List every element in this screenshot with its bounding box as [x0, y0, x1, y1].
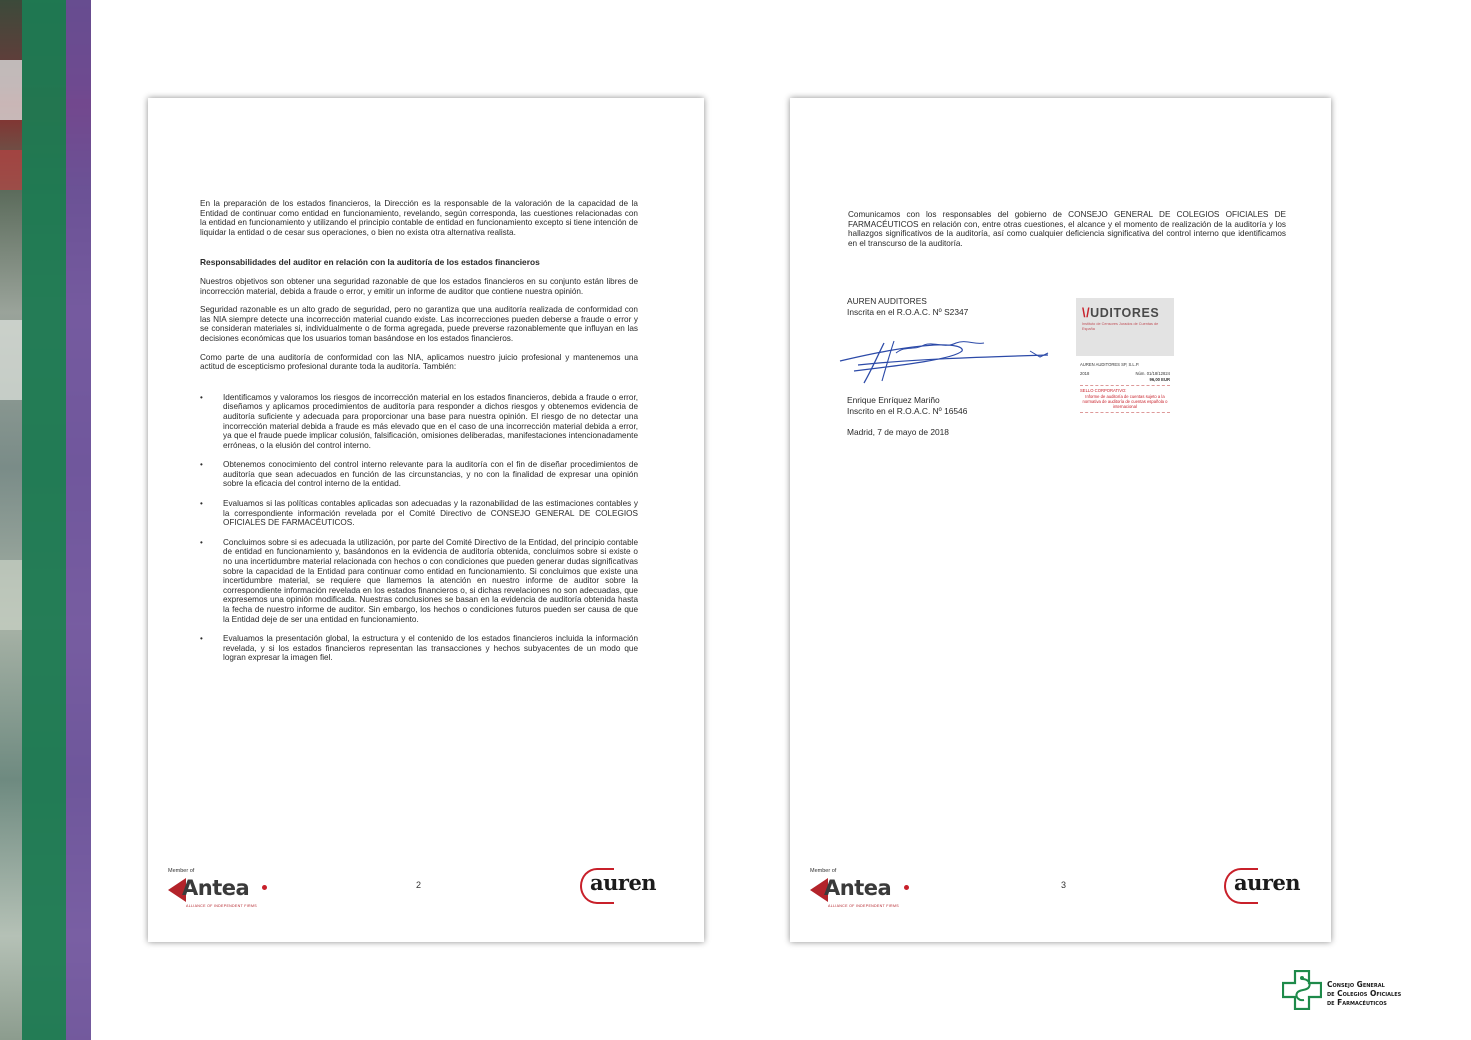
page-2-body	[200, 199, 638, 673]
list-item: • Obtenemos conocimiento del control interno relevante para la auditoría con el fin de diseñar procedimientos de auditoría que sean adecuados en función de las circunstancias, y no con la finalidad de expresar una opinión sobre la eficacia del control interno de la entidad.	[200, 460, 638, 489]
auren-logo: auren	[580, 866, 676, 906]
auren-logo: auren	[1224, 866, 1320, 906]
bullet-icon: •	[200, 537, 203, 547]
list-item: • Concluimos sobre si es adecuada la utilización, por parte del Comité Directivo de la Entidad, del principio contable de entidad en funcionamiento y, basándonos en la evidencia de auditoría obtenida, concluimos sobre si existe o no una incertidumbre material relacionada con hechos o con condiciones que pueden generar dudas significativas sobre la capacidad de la Entidad para continuar como entidad en funcionamiento. Si concluimos que existe una incertidumbre material, se requiere que llamemos la atención en nuestro informe de auditor sobre la correspondiente información revelada en los estados financieros o, si dichas revelaciones no son adecuadas, que expresemos una opinión modificada. Nuestras conclusiones se basan en la evidencia de auditoría obtenida hasta la fecha de nuestro informe de auditor. Sin embargo, los hechos o condiciones futuros pueden ser causa de que la Entidad deje de ser una entidad en funcionamiento.	[200, 537, 638, 624]
signature-icon	[834, 331, 1054, 391]
reasonable-assurance-paragraph: Seguridad razonable es un alto grado de seguridad, pero no garantiza que una auditoría realizada de conformidad con las NIA siempre detecte una incorrección material cuando existe. Las incorrecciones pueden deberse a fraude o error y se consideran materiales si, individualmente o de forma agregada, puede preverse razonablemente que influyan en las decisiones económicas que los usuarios toman basándose en los estados financieros.	[200, 305, 638, 343]
bullet-icon: •	[200, 499, 203, 509]
page-number: 2	[416, 880, 422, 890]
stamp-subtitle: Instituto de Censores Jurados de Cuentas de España	[1082, 322, 1159, 331]
document-page-2	[148, 98, 704, 942]
pharmacy-cross-icon	[1282, 970, 1322, 1010]
bullet-icon: •	[200, 634, 203, 644]
page-footer	[148, 862, 704, 942]
stamp-sello-description: Informe de auditoría de cuentas sujeto a la normativa de auditoría de cuentas española o internacional	[1080, 394, 1170, 413]
signer-name: Enrique Enríquez Mariño	[847, 395, 940, 405]
firm-roac: Inscrita en el R.O.A.C. Nº S2347	[847, 306, 969, 317]
section-heading: Responsabilidades del auditor en relación con la auditoría de los estados financieros	[200, 257, 540, 268]
objectives-paragraph: Nuestros objetivos son obtener una seguridad razonable de que los estados financieros en su conjunto están libres de incorrección material, debida a fraude o error, y emitir un informe de auditor que contiene nuestra opinión.	[200, 276, 638, 296]
stamp-title: \/UDITORES	[1082, 306, 1160, 320]
page-number: 3	[1061, 880, 1067, 890]
stamp-year: 2018	[1080, 371, 1090, 377]
professional-judgment-paragraph: Como parte de una auditoría de conformidad con las NIA, aplicamos nuestro juicio profesional y mantenemos una actitud de escepticismo profesional durante toda la auditoría. También:	[200, 352, 638, 372]
auditor-seal-stamp	[1076, 298, 1174, 448]
antea-logo: Antea ALLIANCE OF INDEPENDENT FIRMS	[810, 876, 920, 906]
signer-roac: Inscrito en el R.O.A.C. Nº 16546	[847, 405, 968, 416]
cgcof-name: Consejo General de Colegios Oficiales de Farmacéuticos	[1327, 980, 1402, 1007]
document-page-3	[790, 98, 1331, 942]
list-item: • Evaluamos si las políticas contables aplicadas son adecuadas y la razonabilidad de las estimaciones contables y la correspondiente información revelada por el Comité Directivo de CONSEJO GENERAL DE COLEGIOS OFICIALES DE FARMACÉUTICOS.	[200, 499, 638, 528]
page-footer	[790, 862, 1331, 942]
stamp-number: Núm. 01/18/12824	[1135, 371, 1170, 377]
bullet-icon: •	[200, 392, 203, 402]
antea-logo: Antea ALLIANCE OF INDEPENDENT FIRMS	[168, 876, 278, 906]
list-item: • Evaluamos la presentación global, la estructura y el contenido de los estados financieros incluida la información revelada, y si los estados financieros representan las transacciones y hechos subyacentes de un modo que logran expresar la imagen fiel.	[200, 634, 638, 663]
stamp-amount: 96,00 EUR	[1149, 376, 1170, 382]
bullet-icon: •	[200, 460, 203, 470]
going-concern-paragraph: En la preparación de los estados financieros, la Dirección es la responsable de la valoración de la capacidad de la Entidad de continuar como entidad en funcionamiento, revelando, según corresponda, las cuestiones relacionadas con la entidad en funcionamiento y utilizando el principio contable de entidad en funcionamiento excepto si tiene intención de liquidar la entidad o de cesar sus operaciones, o bien no exista otra alternativa realista.	[200, 199, 638, 237]
list-item: • Identificamos y valoramos los riesgos de incorrección material en los estados financieros, debida a fraude o error, diseñamos y aplicamos procedimientos de auditoría para responder a dichos riesgos y obtenemos evidencia de auditoría suficiente y adecuada para proporcionar una base para nuestra opinión. El riesgo de no detectar una incorrección material debida a fraude es más elevado que en el caso de una incorrección material debida a error, ya que el fraude puede implicar colusión, falsificación, omisiones deliberadas, manifestaciones intencionadamente erróneas, o la elusión del control interno.	[200, 392, 638, 450]
member-of-label: Member of	[810, 868, 837, 874]
signer-block	[847, 395, 967, 416]
stamp-sello: SELLO CORPORATIVO:	[1080, 385, 1170, 393]
member-of-label: Member of	[168, 868, 195, 874]
audit-procedures-list	[200, 393, 638, 663]
stamp-firm: AUREN AUDITORES SP, S.L.P.	[1080, 362, 1140, 367]
place-date: Madrid, 7 de mayo de 2018	[847, 427, 949, 437]
firm-name: AUREN AUDITORES	[847, 296, 927, 306]
governance-paragraph: Comunicamos con los responsables del gobierno de CONSEJO GENERAL DE COLEGIOS OFICIALES DE FARMACÉUTICOS en relación con, entre otras cuestiones, el alcance y el momento de realización de la auditoría y los hallazgos significativos de la auditoría, así como cualquier deficiencia significativa del control interno que identificamos en el transcurso de la auditoría.	[848, 210, 1286, 248]
cgcof-logo	[1282, 970, 1432, 1014]
firm-block	[847, 296, 968, 317]
decorative-side-strip	[0, 0, 91, 1040]
